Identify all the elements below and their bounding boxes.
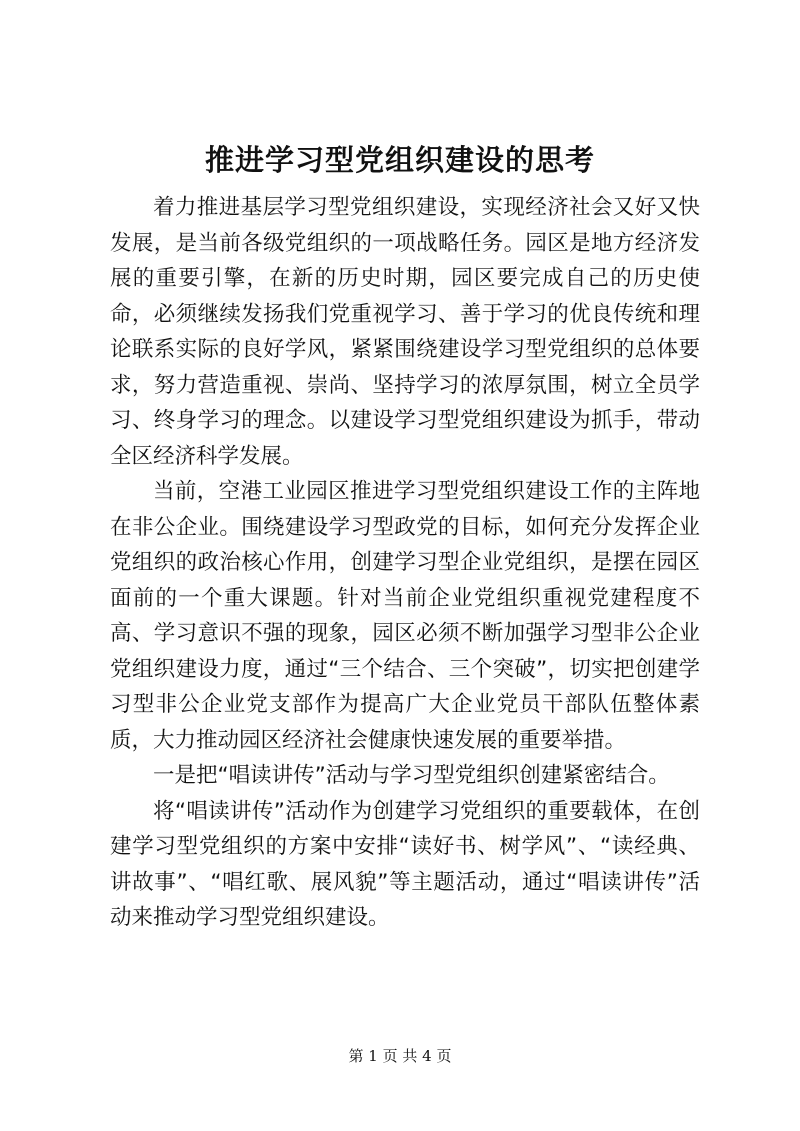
paragraph-3: 一是把“唱读讲传”活动与学习型党组织创建紧密结合。 <box>153 763 670 788</box>
paragraph-1: 着力推进基层学习型党组织建设，实现经济社会又好又快发展，是当前各级党组织的一项战略任务。园区是地方经济发展的重要引擎，在新的历史时期，园区要完成自己的历史使命，必须继续发扬我们党重视学习、善于学习的优良传统和理论联系实际的良好学风，紧紧围绕建设学习型党组织的总体要求，努力营造重视、崇尚、坚持学习的浓厚氛围，树立全员学习、终身学习的理念。以建设学习型党组织建设为抓手，带动全区经济科学发展。 <box>110 195 700 469</box>
document-title: 推进学习型党组织建设的思考 <box>204 143 595 177</box>
page-footer <box>0 1046 800 1066</box>
paragraph-2: 当前，空港工业园区推进学习型党组织建设工作的主阵地在非公企业。围绕建设学习型政党的目标，如何充分发挥企业党组织的政治核心作用，创建学习型企业党组织，是摆在园区面前的一个重大课题。针对当前企业党组织重视党建程度不高、学习意识不强的现象，园区必须不断加强学习型非公企业党组织建设力度，通过“三个结合、三个突破”，切实把创建学习型非公企业党支部作为提高广大企业党员干部队伍整体素质，大力推动园区经济社会健康快速发展的重要举措。 <box>110 479 700 753</box>
paragraph-4: 将“唱读讲传”活动作为创建学习党组织的重要载体，在创建学习型党组织的方案中安排“读好书、树学风”、“读经典、讲故事”、“唱红歌、展风貌”等主题活动，通过“唱读讲传”活动来推动学习型党组织建设。 <box>110 798 700 930</box>
page-number-indicator: 第 1 页 共 4 页 <box>348 1047 452 1065</box>
document-body <box>110 190 700 936</box>
